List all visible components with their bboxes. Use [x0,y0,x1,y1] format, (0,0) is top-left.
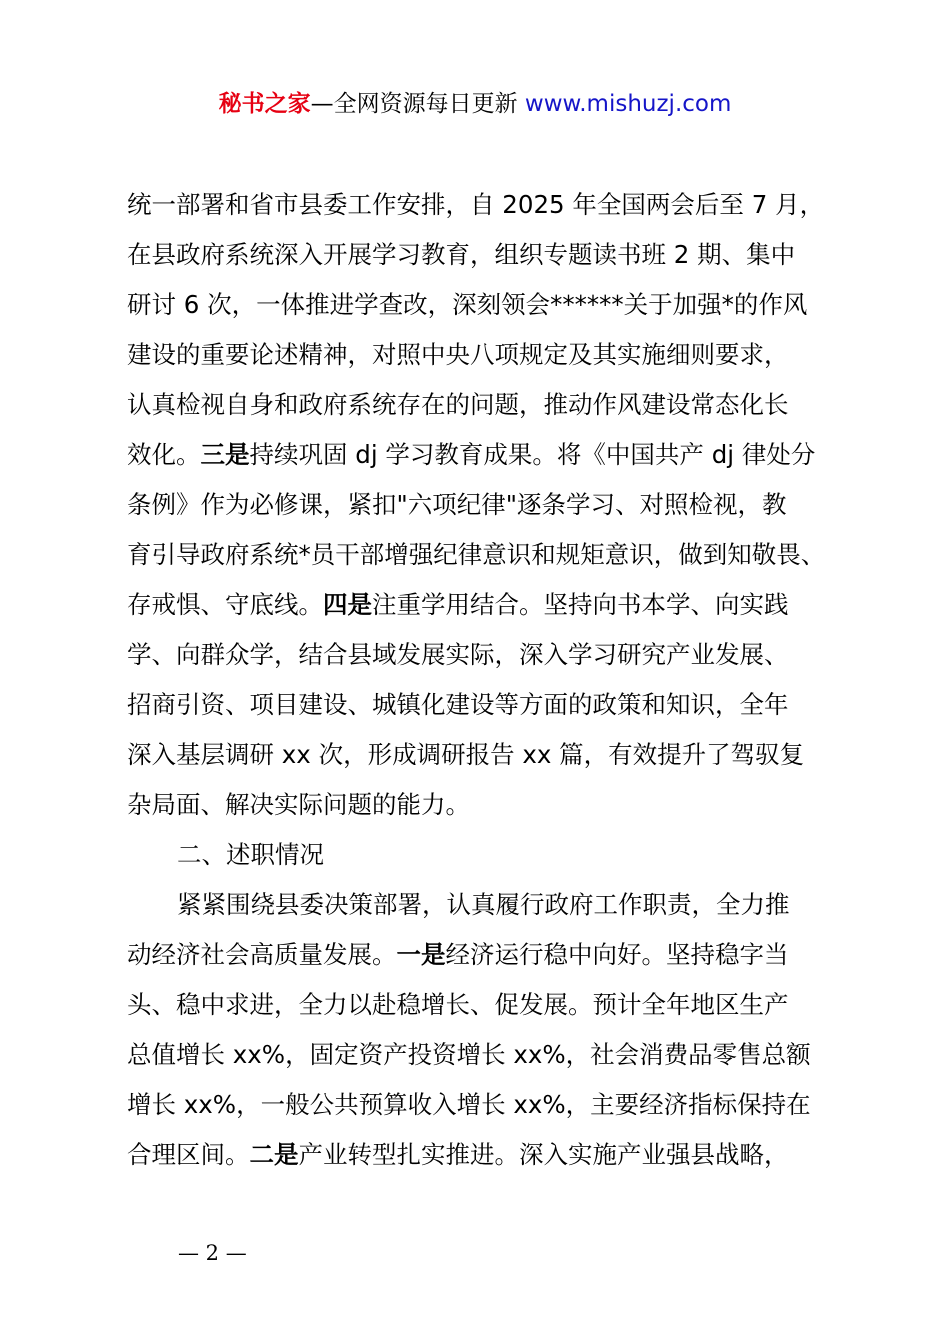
page-number: — 2 — [178,1241,247,1265]
text-line: 总值增长 xx%，固定资产投资增长 xx%，社会消费品零售总额 [127,1040,811,1069]
text-line: 增长 xx%，一般公共预算收入增长 xx%，主要经济指标保持在 [127,1090,811,1119]
text-line: 头、稳中求进，全力以赴稳增长、促发展。预计全年地区生产 [127,990,789,1019]
point-marker: 三是 [200,440,250,469]
text-line: 育引导政府系统*员干部增强纪律意识和规矩意识，做到知敬畏、 [127,540,826,569]
text-line: 合理区间。二是产业转型扎实推进。深入实施产业强县战略， [127,1140,789,1169]
text-line: 认真检视自身和政府系统存在的问题，推动作风建设常态化长 [127,390,789,419]
brand-name: 秘书之家 [218,91,311,117]
point-marker: 二是 [249,1140,299,1169]
text-line: 统一部署和省市县委工作安排，自 2025 年全国两会后至 7 月， [127,190,825,219]
document-body [127,180,847,1180]
point-marker: 四是 [323,590,372,619]
section-heading: 二、述职情况 [177,840,324,869]
text-line: 杂局面、解决实际问题的能力。 [127,790,470,819]
text-line: 招商引资、项目建设、城镇化建设等方面的政策和知识，全年 [127,690,789,719]
text-line: 效化。三是持续巩固 dj 学习教育成果。将《中国共产 dj 律处分 [127,440,816,469]
text-line: 学、向群众学，结合县域发展实际，深入学习研究产业发展、 [127,640,789,669]
site-url-link[interactable]: www.mishuzj.com [524,91,732,117]
text-line: 研讨 6 次，一体推进学查改，深刻领会******关于加强*的作风 [127,290,808,319]
text-line: 动经济社会高质量发展。一是经济运行稳中向好。坚持稳字当 [127,940,789,969]
text-line: 条例》作为必修课，紧扣"六项纪律"逐条学习、对照检视，教 [127,490,787,519]
text-line: 深入基层调研 xx 次，形成调研报告 xx 篇，有效提升了驾驭复 [127,740,805,769]
text-line: 紧紧围绕县委决策部署，认真履行政府工作职责，全力推 [177,890,790,919]
banner-slogan: —全网资源每日更新 [310,91,525,117]
text-line: 存戒惧、守底线。四是注重学用结合。坚持向书本学、向实践 [127,590,789,619]
point-marker: 一是 [396,940,446,969]
text-line: 在县政府系统深入开展学习教育，组织专题读书班 2 期、集中 [127,240,796,269]
text-line: 建设的重要论述精神，对照中央八项规定及其实施细则要求， [127,340,789,369]
site-banner [0,88,950,120]
